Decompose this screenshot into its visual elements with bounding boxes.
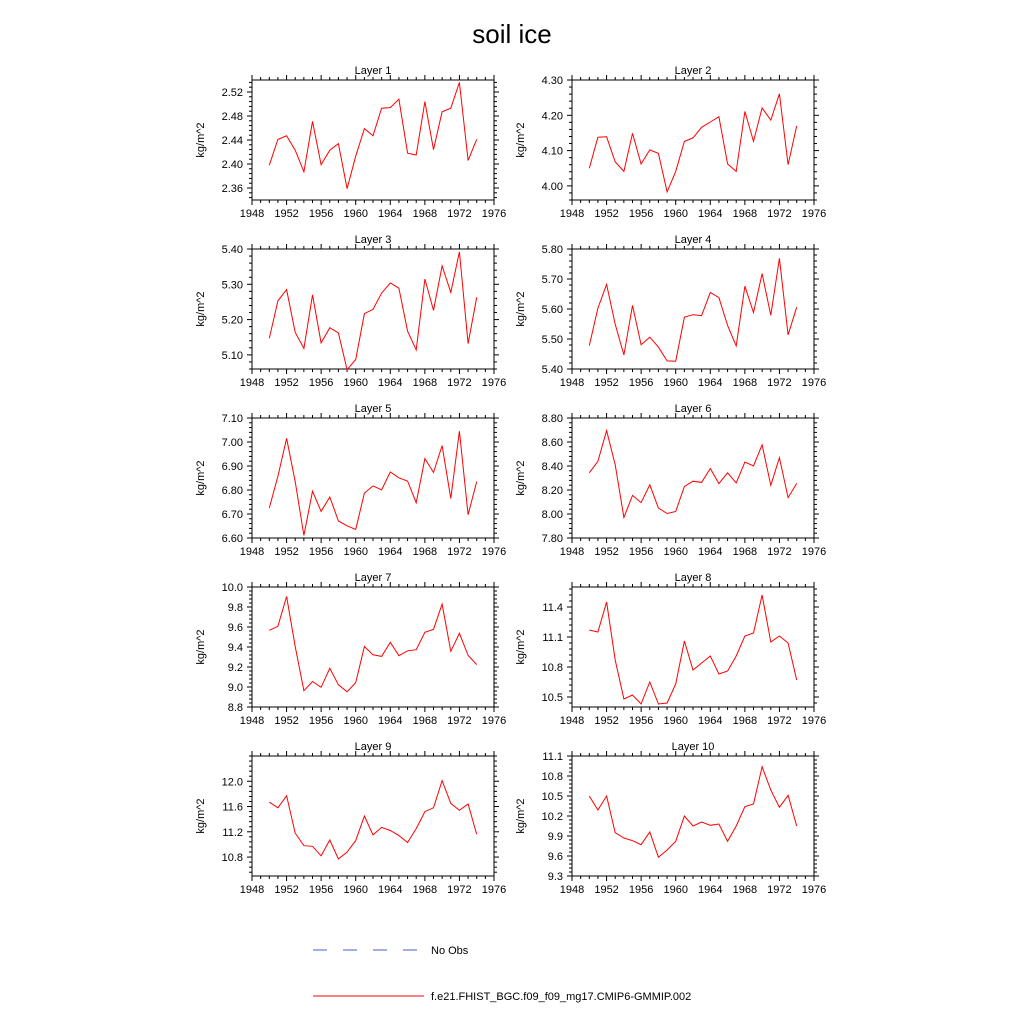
- y-axis-label: kg/m^2: [515, 122, 527, 158]
- x-tick-label: 1952: [274, 546, 299, 558]
- x-tick-label: 1976: [481, 715, 507, 727]
- y-tick-label: 9.8: [227, 602, 243, 614]
- y-tick-label: 9.4: [227, 642, 243, 654]
- y-tick-label: 12.0: [221, 776, 243, 789]
- y-tick-label: 2.48: [221, 111, 243, 123]
- y-tick-label: 9.9: [547, 831, 563, 843]
- y-tick-label: 8.60: [541, 437, 563, 449]
- y-tick-label: 8.00: [541, 509, 563, 521]
- y-axis-label: kg/m^2: [195, 122, 207, 158]
- y-tick-label: 2.44: [221, 135, 243, 147]
- x-tick-label: 1972: [767, 884, 792, 896]
- y-tick-label: 8.80: [541, 413, 563, 425]
- y-tick-label: 9.3: [547, 871, 563, 883]
- x-tick-label: 1964: [378, 884, 403, 896]
- y-tick-label: 4.30: [541, 75, 563, 87]
- y-axis-label: kg/m^2: [515, 629, 527, 665]
- y-tick-label: 5.50: [541, 334, 563, 346]
- x-tick-label: 1976: [801, 377, 827, 389]
- series-line-layer-3: [269, 252, 476, 370]
- series-line-layer-5: [269, 431, 476, 535]
- x-tick-label: 1948: [239, 208, 265, 220]
- x-tick-label: 1960: [663, 377, 688, 389]
- y-tick-label: 7.80: [541, 533, 563, 545]
- y-tick-label: 6.90: [221, 461, 243, 473]
- x-tick-label: 1964: [698, 715, 723, 727]
- x-tick-label: 1976: [801, 208, 827, 220]
- x-tick-label: 1948: [239, 377, 265, 389]
- x-tick-label: 1964: [378, 546, 403, 558]
- x-tick-label: 1956: [628, 884, 654, 896]
- plot-frame: [572, 756, 814, 876]
- x-tick-label: 1956: [308, 884, 334, 896]
- x-tick-label: 1948: [559, 546, 585, 558]
- x-tick-label: 1972: [767, 546, 792, 558]
- x-tick-label: 1968: [732, 546, 758, 558]
- x-tick-label: 1948: [559, 208, 585, 220]
- x-tick-label: 1948: [239, 546, 265, 558]
- x-tick-label: 1968: [732, 715, 758, 727]
- x-tick-label: 1960: [343, 377, 368, 389]
- series-line-layer-4: [589, 258, 796, 361]
- y-tick-label: 4.10: [541, 145, 563, 158]
- y-tick-label: 7.10: [221, 413, 243, 425]
- x-tick-label: 1976: [481, 884, 507, 896]
- y-tick-label: 2.40: [221, 159, 243, 171]
- chart-panel-layer-3: [195, 234, 506, 389]
- y-tick-label: 9.6: [547, 851, 563, 863]
- legend-model-label: f.e21.FHIST_BGC.f09_f09_mg17.CMIP6-GMMIP.002: [431, 991, 692, 1003]
- x-tick-label: 1948: [559, 377, 585, 389]
- x-tick-label: 1964: [698, 377, 723, 389]
- plot-frame: [572, 587, 814, 707]
- x-tick-label: 1948: [239, 884, 265, 896]
- y-tick-label: 5.30: [221, 279, 243, 292]
- x-tick-label: 1956: [308, 377, 334, 389]
- x-tick-label: 1960: [343, 884, 368, 896]
- series-line-layer-2: [589, 94, 796, 192]
- x-tick-label: 1964: [698, 884, 723, 896]
- x-tick-label: 1976: [481, 546, 507, 558]
- x-tick-label: 1960: [663, 884, 688, 896]
- x-tick-label: 1948: [559, 715, 585, 727]
- x-tick-label: 1952: [274, 715, 299, 727]
- series-line-layer-7: [269, 597, 476, 692]
- series-line-layer-9: [269, 781, 476, 859]
- y-tick-label: 2.36: [221, 183, 243, 195]
- y-tick-label: 9.6: [227, 622, 243, 634]
- y-tick-label: 4.00: [541, 180, 563, 193]
- x-tick-label: 1968: [412, 884, 438, 896]
- x-tick-label: 1972: [447, 208, 472, 220]
- y-tick-label: 10.2: [541, 811, 563, 823]
- x-tick-label: 1952: [274, 884, 299, 896]
- chart-panel-layer-10: [515, 741, 826, 896]
- panel-title-layer-8: Layer 8: [674, 572, 712, 584]
- x-tick-label: 1952: [594, 715, 619, 727]
- x-tick-label: 1968: [732, 884, 758, 896]
- x-tick-label: 1972: [447, 377, 472, 389]
- x-tick-label: 1960: [663, 208, 688, 220]
- x-tick-label: 1972: [767, 208, 792, 220]
- legend: [313, 945, 691, 1003]
- x-tick-label: 1960: [343, 715, 368, 727]
- x-tick-label: 1972: [447, 715, 472, 727]
- x-tick-label: 1956: [308, 546, 334, 558]
- x-tick-label: 1976: [481, 377, 507, 389]
- panel-title-layer-4: Layer 4: [674, 234, 712, 246]
- x-tick-label: 1956: [628, 546, 654, 558]
- chart-panel-layer-4: [515, 234, 826, 389]
- x-tick-label: 1952: [274, 208, 299, 220]
- x-tick-label: 1952: [594, 377, 619, 389]
- x-tick-label: 1976: [801, 546, 827, 558]
- y-tick-label: 10.5: [541, 791, 563, 803]
- plot-frame: [252, 418, 494, 538]
- x-tick-label: 1976: [801, 884, 827, 896]
- panel-title-layer-1: Layer 1: [354, 65, 392, 77]
- chart-panel-layer-7: [195, 572, 506, 727]
- y-tick-label: 11.1: [542, 632, 563, 644]
- x-tick-label: 1956: [308, 715, 334, 727]
- y-axis-label: kg/m^2: [515, 291, 527, 327]
- y-axis-label: kg/m^2: [195, 629, 207, 665]
- series-line-layer-8: [589, 595, 796, 704]
- panels-grid: [195, 65, 826, 896]
- y-tick-label: 2.52: [221, 87, 243, 99]
- panel-title-layer-5: Layer 5: [354, 403, 392, 415]
- y-tick-label: 5.20: [221, 314, 243, 327]
- y-axis-label: kg/m^2: [515, 798, 527, 834]
- chart-panel-layer-6: [515, 403, 826, 558]
- y-tick-label: 8.8: [227, 702, 243, 714]
- x-tick-label: 1948: [559, 884, 585, 896]
- y-tick-label: 5.60: [541, 304, 563, 316]
- y-tick-label: 10.0: [221, 582, 243, 594]
- y-tick-label: 11.2: [222, 826, 243, 839]
- x-tick-label: 1976: [801, 715, 827, 727]
- chart-panel-layer-9: [195, 741, 506, 896]
- y-tick-label: 9.2: [227, 662, 243, 674]
- x-tick-label: 1956: [628, 715, 654, 727]
- legend-obs-label: No Obs: [431, 945, 469, 957]
- series-line-layer-6: [589, 431, 796, 518]
- y-tick-label: 5.10: [221, 349, 243, 362]
- y-tick-label: 8.40: [541, 461, 563, 473]
- x-tick-label: 1964: [698, 208, 723, 220]
- y-tick-label: 10.8: [221, 852, 243, 865]
- y-tick-label: 11.4: [542, 602, 563, 614]
- x-tick-label: 1968: [412, 208, 438, 220]
- x-tick-label: 1972: [447, 884, 472, 896]
- plot-frame: [252, 80, 494, 200]
- chart-panel-layer-8: [515, 572, 826, 727]
- x-tick-label: 1948: [239, 715, 265, 727]
- y-tick-label: 5.70: [541, 274, 563, 286]
- panel-title-layer-2: Layer 2: [674, 65, 712, 77]
- x-tick-label: 1968: [732, 208, 758, 220]
- y-axis-label: kg/m^2: [195, 460, 207, 496]
- y-tick-label: 11.6: [222, 801, 243, 814]
- x-tick-label: 1956: [628, 208, 654, 220]
- x-tick-label: 1972: [767, 715, 792, 727]
- x-tick-label: 1960: [663, 546, 688, 558]
- x-tick-label: 1964: [378, 715, 403, 727]
- chart-panel-layer-5: [195, 403, 506, 558]
- chart-panel-layer-1: [195, 65, 506, 220]
- panel-title-layer-7: Layer 7: [354, 572, 392, 584]
- x-tick-label: 1968: [412, 715, 438, 727]
- plot-frame: [252, 756, 494, 876]
- x-tick-label: 1972: [447, 546, 472, 558]
- y-axis-label: kg/m^2: [515, 460, 527, 496]
- y-tick-label: 10.8: [541, 662, 563, 674]
- y-tick-label: 10.5: [541, 692, 563, 704]
- x-tick-label: 1952: [274, 377, 299, 389]
- figure-title: soil ice: [472, 19, 552, 49]
- x-tick-label: 1956: [308, 208, 334, 220]
- y-tick-label: 10.8: [541, 771, 563, 783]
- y-axis-label: kg/m^2: [195, 798, 207, 834]
- x-tick-label: 1960: [343, 208, 368, 220]
- panel-title-layer-9: Layer 9: [354, 741, 392, 753]
- panel-title-layer-6: Layer 6: [674, 403, 712, 415]
- chart-panel-layer-2: [515, 65, 826, 220]
- y-tick-label: 8.20: [541, 485, 563, 497]
- panel-title-layer-3: Layer 3: [354, 234, 392, 246]
- x-tick-label: 1960: [663, 715, 688, 727]
- x-tick-label: 1964: [378, 208, 403, 220]
- y-tick-label: 4.20: [541, 110, 563, 123]
- x-tick-label: 1976: [481, 208, 507, 220]
- series-line-layer-10: [589, 767, 796, 858]
- y-tick-label: 5.80: [541, 244, 563, 256]
- y-tick-label: 6.80: [221, 485, 243, 497]
- x-tick-label: 1968: [412, 377, 438, 389]
- y-tick-label: 6.60: [221, 533, 243, 545]
- x-tick-label: 1968: [412, 546, 438, 558]
- x-tick-label: 1952: [594, 208, 619, 220]
- y-tick-label: 7.00: [221, 437, 243, 449]
- x-tick-label: 1956: [628, 377, 654, 389]
- y-tick-label: 6.70: [221, 509, 243, 521]
- y-tick-label: 5.40: [541, 364, 563, 376]
- y-tick-label: 5.40: [221, 244, 243, 256]
- x-tick-label: 1964: [378, 377, 403, 389]
- x-tick-label: 1960: [343, 546, 368, 558]
- panel-title-layer-10: Layer 10: [671, 741, 715, 753]
- x-tick-label: 1952: [594, 884, 619, 896]
- x-tick-label: 1952: [594, 546, 619, 558]
- y-axis-label: kg/m^2: [195, 291, 207, 327]
- x-tick-label: 1964: [698, 546, 723, 558]
- y-tick-label: 9.0: [227, 682, 243, 694]
- y-tick-label: 11.1: [542, 751, 563, 763]
- x-tick-label: 1972: [767, 377, 792, 389]
- series-line-layer-1: [269, 82, 476, 188]
- x-tick-label: 1968: [732, 377, 758, 389]
